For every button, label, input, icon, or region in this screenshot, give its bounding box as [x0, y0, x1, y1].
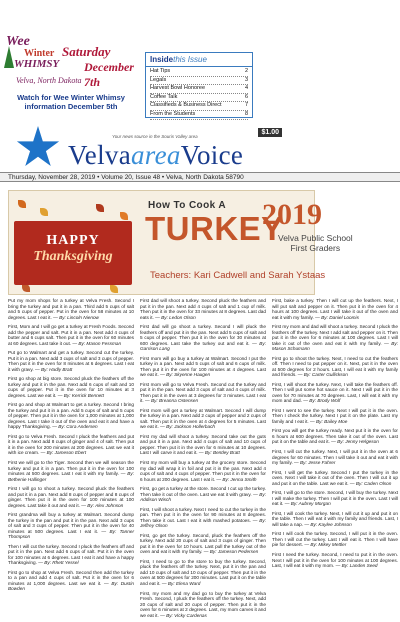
- recipe-byline: By: Ledon Olson: [161, 314, 196, 320]
- leaf-icon: [120, 212, 128, 220]
- school-label: Velva Public School First Graders: [278, 233, 353, 253]
- student-recipe: First, I will shoot the turkey. Next, I will take the feathers off. Then I will put some hot sauce on it. Next I will put it in the oven for 70 minutes at 70 degrees. Last, I will eat it with my mom and dad. — By: Brody Wolf: [272, 381, 398, 404]
- recipe-byline: By: Kaylee Johnson: [310, 521, 352, 527]
- happy-thanksgiving-card: HAPPY Thanksgiving: [14, 221, 132, 285]
- recipe-byline: By: Skyenne Haugen: [166, 372, 211, 378]
- logo-word-winter: Winter: [24, 48, 55, 59]
- student-recipe: First, Mom and I will go get a turkey at Fresh Foods. Second add the pepper and salt. Put it in a pan. Next add 4 cups of butter and 6 cups salt. Then put it in the oven for 60 minutes at 60 degrees. Last take it out. — By: Mason Fessman: [8, 324, 134, 346]
- recipe-byline: By: Jenna Smith: [222, 476, 257, 482]
- student-recipe: First go to shoot the turkey. Next, I need to cut the feathers off. Then I need to put pepper on it. Next, put it in the oven at 500 degrees for 2 hours. Last, I will eat it with my family and friends. — By: Carter Gullickson: [272, 355, 398, 378]
- student-recipe: First mom will go to Velva Fresh. Second cut the turkey and put it in the pan. Next add 3 cups of salt and 4 cups of milk. Then put it in the oven at 3 degrees for 3 minutes. Last I eat it. — By: Breanna Ostensen: [140, 381, 266, 404]
- masthead: [0, 128, 400, 170]
- student-recipe: First you will get the turkey ready. Next put it in the oven for 6 hours at 600 degrees. Then take it out of the oven. Last put it on the table and eat it. — By: Jenny Helgeson: [272, 428, 398, 445]
- recipe-byline: By: Jameson Pedersen: [209, 549, 259, 555]
- logo-word-date: December 7th: [84, 60, 134, 89]
- recipe-byline: By: Bailey Moe: [316, 418, 348, 424]
- student-recipe: First, my mom and my dad go to buy the turkey at Velva Fresh. Second, I pluck the feathers off the turkey. Next, add 20 cups of salt and 20 cups of pepper. Then put it in the oven for 6 minutes at 2 degrees. Last, my mom carves it and we eat it. — By: Vicky Cardenas: [140, 590, 266, 618]
- student-recipe: First, go get the turkey. Second, pluck the feathers off the turkey. Next add 20 cups of salt and 3 cups of ginger. Then put it in the oven for 10 hours. Last pull the turkey out of the oven and eat it with my family. — By: Jameson Pedersen: [140, 532, 266, 555]
- recipe-byline: By: Jeffrey Olson: [140, 517, 266, 529]
- student-recipe: First go shop at big store. Second pluck the feathers off the turkey and put it in the pan. Next add 6 cups of salt and 10 cups of pepper. Put it in the oven for 10 minutes at 3 degrees. Last we eat it. — By: Kerrick Bennett: [8, 376, 134, 398]
- student-recipe: First, I will cut the turkey. Next, I will put it in the oven at 6 degrees for 60 minutes. Then I will take it out and eat it with my family. — By: Jesse Fahrer: [272, 449, 398, 466]
- student-recipe: Put go to Walmart and get a turkey. Second cut the turkey. Put it in a pan. Next add 3 cups of salt and 3 cups of pepper. Then put it in the oven for 8 minutes at 6 degrees. Last I eat it with gravy. — By: Hadly Bratt: [8, 350, 134, 372]
- student-recipe: First, I will shoot a turkey. Next I need to cut the turkey in the pan. Then put it in the oven for 90 minutes at 8 degrees. Then take it out. Last I eat it with mashed potatoes. — By: Jeffrey Olson: [140, 506, 266, 529]
- leaf-icon: [110, 285, 118, 293]
- student-recipe: First go to Velva Fresh. Second I pluck the feathers and put it in a pan. Next add 8 cups of ginger and 4 of salt. Then put it in the oven for 200 minutes at 200 degrees. Last we eat it with ice cream. — By: Jameson Ebert: [8, 433, 134, 456]
- recipe-byline: By: Bentley Bratt: [204, 450, 240, 456]
- recipe-byline: By: Dustin Bowden: [8, 580, 134, 592]
- recipe-byline: By: Jenny Helgeson: [337, 439, 379, 445]
- recipe-byline: By: Aubrey Morgan: [290, 501, 331, 507]
- article-column-3: [272, 298, 398, 573]
- student-recipe: First, bake a turkey. Then I will cut up the feathers. Next, I will put salt and pepper on it. Then put it in the oven for 4 hours at 100 degrees. Last I will take it out of the oven and eat it with my family. — By: Daniel Loomis: [272, 298, 398, 320]
- student-recipe: First go and shop at Walmart to get a turkey. Second I bring the turkey and put it in a pan. Add 5 cups of salt and 5 cups of pepper. Then put it in the oven for 1,000 minutes at 1,000 degrees. Last I take it out of the oven and eat it and have a happy Thanksgiving. — By: Cora Andersen: [8, 402, 134, 430]
- student-recipe: First mom will go buy a turkey at Walmart. Second I put the turkey in a pan. Next add 5 cups of salt and 6 cups of milk. Then put it in the oven for 100 minutes at 4 degrees. Last we eat it. — By: Skyenne Haugen: [140, 355, 266, 378]
- recipe-byline: By: Caden Olson: [355, 480, 392, 486]
- student-recipe: First dad will shoot a turkey. Second pluck the feathers and put it in the pan. Next add 4 cups of salt and 1 cup of milk. Then put it in the oven for 33 minutes at 8 degrees. Last dad eats it. — By: Ledon Olson: [140, 298, 266, 320]
- leaf-icon: [18, 200, 26, 208]
- price-badge: $1.00: [258, 128, 282, 137]
- student-recipe: First grandma will buy a turkey at Walmart. Second dump the turkey in the pan and put it in the pan. Next add 3 cups of salt and 3 cups of pepper. Then put it in the oven for 40 minutes at 500 degrees. Last I eat it. — By: Tanner Thompson: [8, 512, 135, 540]
- recipe-byline: By: Rhett Yessel: [44, 560, 79, 566]
- student-recipe: First we will go to the Tiger. Second then we will season the turkey and put it in a pan. Then put it in the oven for 100 minutes at 500 degrees. Last I eat it with my family. — By: Bethenie Hallinger: [8, 460, 134, 482]
- student-recipe: First I need the turkey. Second, I need to put it in the oven. Next I will put it in the oven for 100 minutes at 100 degrees. Last, I will eat it with my mom. — By: Landen Seed: [272, 552, 398, 569]
- student-recipe: First dad will go shoot a turkey. Second I will pluck the feathers off and put it in the pan. Next add 5 cups of salt and 5 cups of pepper. Then put it in the oven for 30 minutes at 600 degrees. Last take the turkey out and eat it. — By: Garrison Lang: [140, 324, 266, 352]
- recipe-byline: By: Mason Schumann: [272, 340, 398, 352]
- recipe-byline: By: Jesse Fahrer: [300, 460, 336, 466]
- logo-word-wee: Wee: [6, 34, 30, 49]
- turkey-heading: TURKEY: [145, 210, 284, 247]
- student-recipe: First my mom will buy a turkey at the grocery store. Second my dad will wrap it in foil and put it in the pan. Next add 4 cups of salt and 4 cups of pepper. Then put it in the oven for 6 hours at 200 degrees. Last I eat it. — By: Jenna Smith: [140, 460, 266, 482]
- student-recipe: First, I will cook the turkey. Next, I will cut it up and put it on the table. Then I will eat it with my family and friends. Last, I will take a nap. — By: Kaylee Johnson: [272, 510, 398, 527]
- student-recipe: First my dad will shoot a turkey. Second take out the guts and put it in a pan. Next add 4 cups of salt and 10 cups of pepper. Then put it in the oven for 6 minutes at 10 degrees. Last I will carve it and eat it. — By: Bentley Bratt: [140, 433, 266, 456]
- inside-list: [146, 67, 252, 121]
- recipe-byline: By: Brody Wolf: [309, 398, 341, 404]
- student-recipe: First, go get a turkey at the store. Second I cut up the turkey. Then take it out of the oven. Last we eat it with gravy. — By: Addison Wisch: [140, 486, 266, 503]
- leaf-icon: [22, 284, 30, 292]
- star-icon: [16, 126, 60, 170]
- recipe-byline: By: Mason Fessman: [78, 340, 122, 346]
- recipe-byline: By: Landen Seed: [341, 563, 378, 569]
- recipe-byline: By: Kerrick Bennett: [63, 392, 104, 398]
- wee-winter-whimsy-logo: [2, 28, 140, 92]
- recipe-byline: By: Cora Andersen: [58, 424, 98, 430]
- recipe-byline: By: Carter Gullickson: [303, 372, 348, 378]
- recipe-byline: By: Bethenie Hallinger: [8, 471, 134, 482]
- dateline: Thursday, November 28, 2019 • Volume 20, Issue 48 • Velva, North Dakota 58790: [0, 172, 400, 182]
- inside-item[interactable]: Classifieds & Business Direct 7: [150, 102, 248, 111]
- inside-item[interactable]: Legals 3: [150, 77, 248, 86]
- student-recipe: First mom will get a turkey at Walmart. Second I will dump the turkey in a pan. Next add 2 cups of pepper and 2 cups of salt. Then put it in the oven at 4 degrees for 5 minutes. Last we eat it. — By: Jackson Hollerbach: [140, 407, 266, 430]
- student-recipe: First I will cook the turkey. Second, I will put it in the oven. Then I will cut the turkey. Last I will eat it. Then I will have pie for dessert. — By: Mikey Mettler: [272, 531, 398, 548]
- wee-winter-whimsy-promo[interactable]: [2, 28, 140, 120]
- inside-title: Insidethis Issue: [146, 53, 252, 67]
- leaf-icon: [40, 208, 48, 216]
- inside-item[interactable]: Coffee Talk 6: [150, 94, 248, 103]
- recipe-byline: By: Garrison Lang: [140, 340, 266, 352]
- logo-word-saturday: Saturday: [62, 44, 111, 59]
- recipe-byline: By: Elena Ward: [167, 580, 201, 586]
- student-recipe: Then I will cut the turkey. Second I pluck the feathers off and put it in the pan. Next add 6 cups of salt. Put it in the oven for 100 minutes at 6 degrees. Last I eat it and have a happy Thanksgiving. — By: Rhett Yessel: [8, 543, 134, 566]
- student-recipe: First, I will go to the store. Second, I will buy the turkey. Next I will make the turkey. Then I will put it in the oven. Last I will eat it. — By: Aubrey Morgan: [272, 490, 398, 507]
- newspaper-title: VelvaareaVoice: [68, 140, 244, 170]
- leaf-icon: [96, 204, 104, 212]
- inside-item[interactable]: From the Students 8: [150, 111, 248, 120]
- recipe-byline: By: Addison Wisch: [140, 491, 266, 503]
- recipe-byline: By: Mikey Mettler: [310, 542, 347, 548]
- recipe-byline: By: Hadly Bratt: [41, 366, 73, 372]
- recipe-byline: By: Breanna Ostensen: [150, 398, 199, 404]
- student-recipe: First my mom and dad will shoot a turkey. Second I pluck the feathers off the turkey. Next I add salt and pepper on it. Then put it in the oven for 6 minutes at 100 degrees. Last I will take it out of the oven and eat it with my family. — By: Mason Schumann: [272, 324, 399, 352]
- promo-caption: Watch for Wee Winter Whimsy information December 5th: [17, 93, 125, 111]
- teachers-line: Teachers: Kari Cadwell and Sarah Ystaas: [150, 270, 326, 281]
- recipe-byline: By: Alex Johnson: [87, 502, 124, 508]
- student-recipe: First go to shop at Velva Fresh. Second then add the turkey to a pan and add 4 cups of salt. Put it in the oven for 6 minutes at 1,000 degrees. Last we eat it. — By: Dustin Bowden: [8, 569, 134, 592]
- article-column-1: [8, 298, 134, 596]
- inside-item[interactable]: Harvest Bowl Honoree 4: [150, 85, 248, 94]
- how-to-cook-heading: How To Cook A: [148, 200, 226, 211]
- student-recipe: First, I need to go to the store to buy the turkey. Second, pluck the feathers off the turkey. Next, put it in the pan and add 10 cups of salt and 10 cups of pepper. Then put it in the oven at 500 degrees for 200 minutes. Last put it on the table and eat it. — By: Elena Ward: [140, 558, 266, 586]
- inside-item[interactable]: Hat Tips 2: [150, 68, 248, 77]
- year-heading: 2019: [262, 198, 322, 231]
- inside-this-issue-box: [145, 52, 253, 118]
- recipe-byline: By: Jameson Ebert: [46, 450, 87, 456]
- recipe-byline: By: Jackson Hollerbach: [166, 424, 216, 430]
- student-recipe: First, I will get the turkey. Second I put the turkey in the oven. Next I will take it out of the oven. Then I will cut it up and put it on the table. Last we eat it. — By: Caden Olson: [272, 469, 398, 486]
- masthead-tagline: Your news source in the Souris Valley area: [112, 134, 198, 139]
- student-recipe: First I went to see the turkey. Next I will put it in the oven. Then I check the turkey. Next I put it on the plate. Last my family and I eat it. — By: Bailey Moe: [272, 407, 398, 424]
- student-recipe: Put my mom shops for a turkey at Velva Fresh. Second I bring the turkey and put it in a pan. Third add 5 cups of salt and 5 cups of pepper. Put in the oven for 58 minutes at 10 degrees. Last I eat it. — By: Lincoln Nienow: [8, 298, 134, 320]
- article-column-2: [140, 298, 266, 622]
- student-recipe: First I will go to shoot a turkey. Second pluck the feathers and put it in a pan. Next add 8 cups of pepper and 8 cups of ginger. Then put it in the oven for 100 minutes at 100 degrees. Last take it out and eat it. — By: Alex Johnson: [8, 486, 134, 508]
- recipe-byline: By: Tanner Thompson: [8, 528, 135, 540]
- recipe-byline: By: Vicky Cardenas: [166, 612, 207, 618]
- logo-word-whimsy: WHIMSY: [14, 58, 60, 70]
- logo-word-location: Velva, North Dakota: [16, 76, 82, 85]
- recipe-byline: By: Daniel Loomis: [321, 314, 359, 320]
- recipe-byline: By: Lincoln Nienow: [59, 314, 99, 320]
